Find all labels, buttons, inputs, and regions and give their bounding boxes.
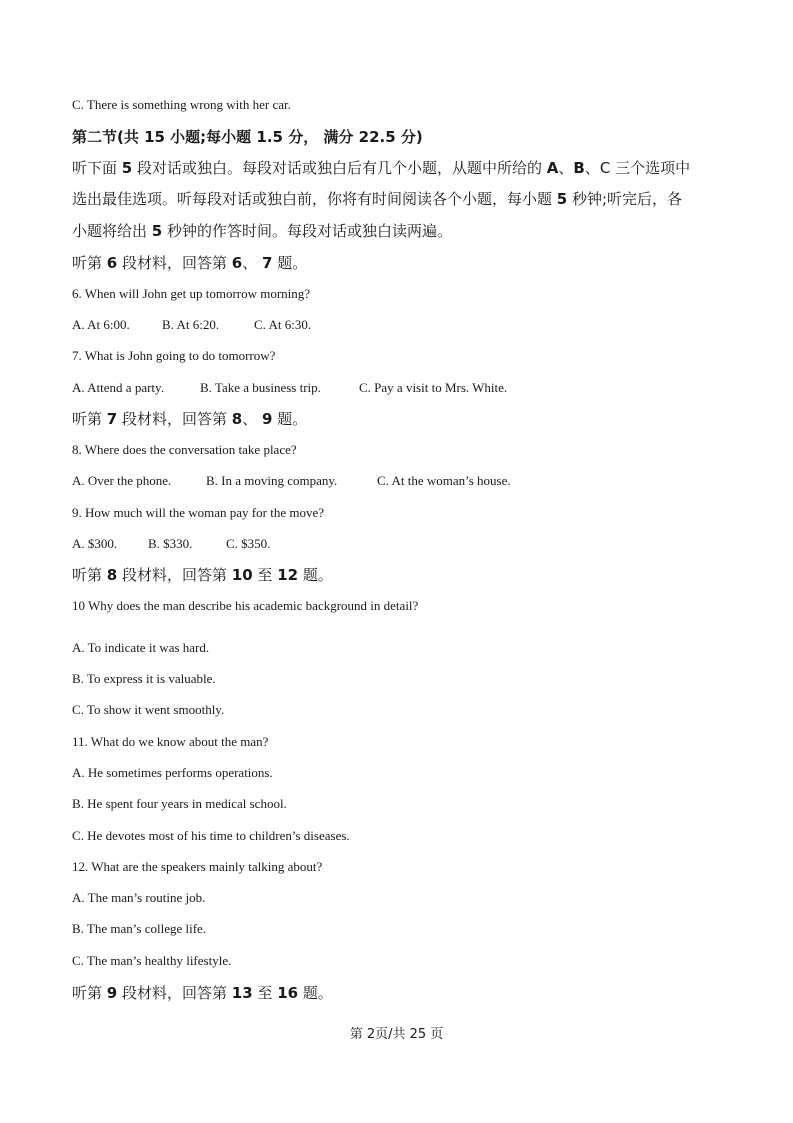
q7-option-a: A. Attend a party. (72, 380, 164, 395)
q7-option-c: C. Pay a visit to Mrs. White. (359, 380, 508, 395)
q10-option-c: C. To show it went smoothly. (72, 702, 225, 717)
material-6-heading: 听第 6 段材料，回答第 6、 7 题。 (72, 254, 308, 272)
q6-option-a: A. At 6:00. (72, 317, 130, 332)
q11-option-b: B. He spent four years in medical school. (72, 796, 287, 811)
q8-option-a: A. Over the phone. (72, 473, 172, 488)
q11-option-c: C. He devotes most of his time to children’s diseases. (72, 828, 350, 843)
q8-option-c: C. At the woman’s house. (377, 473, 511, 488)
question-9: 9. How much will the woman pay for the move? (72, 505, 324, 520)
q12-option-b: B. The man’s college life. (72, 921, 207, 936)
question-12: 12. What are the speakers mainly talking about? (72, 859, 323, 874)
q10-option-a: A. To indicate it was hard. (72, 640, 210, 655)
instructions-line-3: 小题将给出 5 秒钟的作答时间。每段对话或独白读两遍。 (72, 222, 452, 240)
material-8-heading: 听第 8 段材料，回答第 10 至 12 题。 (72, 566, 333, 584)
section-2-title: 第二节(共 15 小题;每小题 1.5 分， 满分 22.5 分) (72, 128, 423, 146)
question-11: 11. What do we know about the man? (72, 734, 269, 749)
question-10: 10 Why does the man describe his academic background in detail? (72, 598, 419, 613)
q7-option-b: B. Take a business trip. (200, 380, 321, 395)
instructions-line-2: 选出最佳选项。听每段对话或独白前，你将有时间阅读各个小题，每小题 5 秒钟;听完后，各 (72, 190, 683, 208)
material-9-heading: 听第 9 段材料，回答第 13 至 16 题。 (72, 984, 333, 1002)
material-7-heading: 听第 7 段材料，回答第 8、 9 题。 (72, 410, 308, 428)
q9-option-b: B. $330. (148, 536, 193, 551)
instructions-line-1: 听下面 5 段对话或独白。每段对话或独白后有几个小题，从题中所给的 A、B、C 三个选项中 (72, 159, 691, 177)
q12-option-c: C. The man’s healthy lifestyle. (72, 953, 232, 968)
question-8: 8. Where does the conversation take place? (72, 442, 297, 457)
q9-option-a: A. $300. (72, 536, 118, 551)
q5-option-c: C. There is something wrong with her car. (72, 97, 291, 112)
q6-option-c: C. At 6:30. (254, 317, 312, 332)
q11-option-a: A. He sometimes performs operations. (72, 765, 273, 780)
q9-option-c: C. $350. (226, 536, 271, 551)
q10-option-b: B. To express it is valuable. (72, 671, 216, 686)
question-7: 7. What is John going to do tomorrow? (72, 348, 276, 363)
q6-option-b: B. At 6:20. (162, 317, 220, 332)
page-footer: 第 2页/共 25 页 (349, 1027, 444, 1042)
q12-option-a: A. The man’s routine job. (72, 890, 206, 905)
q8-option-b: B. In a moving company. (206, 473, 338, 488)
question-6: 6. When will John get up tomorrow morning? (72, 286, 311, 301)
